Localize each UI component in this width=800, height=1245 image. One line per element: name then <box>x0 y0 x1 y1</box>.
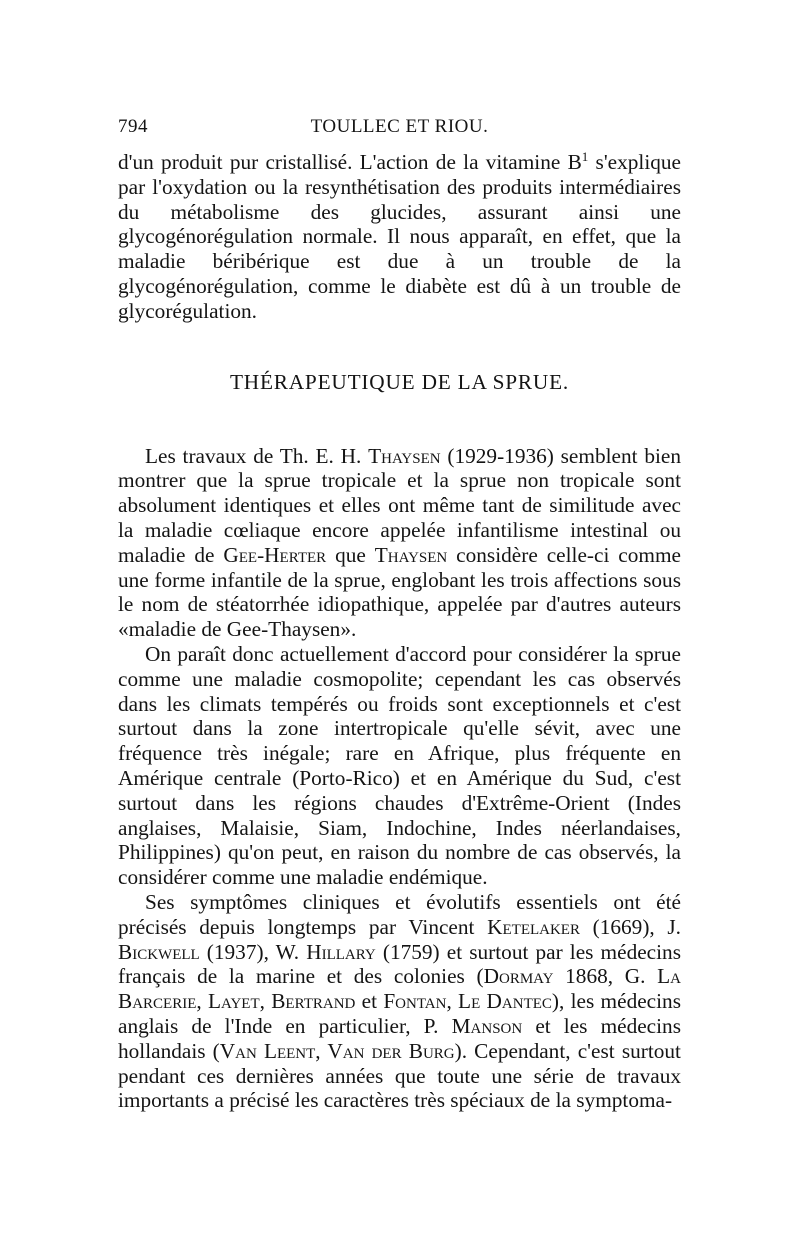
page-number: 794 <box>118 116 148 137</box>
superscript: 1 <box>581 148 589 164</box>
text-run: et <box>355 989 384 1014</box>
text-run: que <box>326 542 375 567</box>
author-name: Gee-Herter <box>223 542 327 567</box>
text-run: 1868, G. <box>553 964 658 989</box>
text-run: et les médecins hollandais ( <box>118 1013 681 1063</box>
continuation-paragraph <box>118 150 681 324</box>
text-run: ). Cependant, c'est surtout pendant ces dernières années que toute une série de travaux importants a précisé les caractères très spéciaux de la symptoma- <box>118 1038 681 1113</box>
author-name: Fontan, Le Dantec <box>383 989 552 1014</box>
author-name: Ketelaker <box>487 914 580 939</box>
text-run: d'un produit pur cristallisé. L'action de la vitamine B <box>118 150 582 174</box>
author-name: Thaysen <box>368 443 441 468</box>
section-heading: THÉRAPEUTIQUE DE LA SPRUE. <box>229 369 570 394</box>
paragraph-distribution: On paraît donc actuellement d'accord pour considérer la sprue comme une maladie cosmopolite; cependant les cas observés dans les climats tempérés ou froids sont exceptionnels et c'est surtout dans la zone intertropicale qu'elle sévit, avec une fréquence très inégale; rare en Afrique, plus fréquente en Amérique centrale (Porto-Rico) et en Amérique du Sud, c'est surtout dans les régions chaudes d'Extrême-Orient (Indes anglaises, Malaisie, Siam, Indochine, Indes néerlandaises, Philippines) qu'on peut, en raison du nombre de cas observés, la considérer comme une maladie endémique. <box>118 641 681 890</box>
author-name: Hillary <box>306 939 376 964</box>
text-run: ), les médecins anglais de l'Inde en particulier, P. <box>118 989 681 1038</box>
author-name: Van Leent, Van der Burg <box>219 1038 455 1063</box>
paragraph-thaysen <box>118 444 681 642</box>
author-name: Manson <box>451 1013 523 1038</box>
text-run: (1937), W. <box>199 939 307 964</box>
author-name: La Barcerie, Layet, Bertrand <box>118 964 681 1014</box>
running-head <box>118 116 681 150</box>
running-title: TOULLEC ET RIOU. <box>310 116 489 137</box>
text-run: (1669), J. <box>579 914 681 939</box>
paragraph-symptoms <box>118 890 681 1113</box>
author-name: Thaysen <box>374 542 448 567</box>
author-name: Bickwell <box>118 939 200 964</box>
text-run: (1759) et surtout par les médecins français de la marine et des colonies ( <box>118 939 681 989</box>
text-run: (1929-1936) semblent bien montrer que la sprue tropicale et la sprue non tropicale sont absolument identiques et elles ont même tant de similitude avec la maladie cœliaque encore appelée infantilisme intestinal ou maladie de <box>118 443 681 567</box>
text-run: Les travaux de Th. E. H. <box>145 443 369 468</box>
author-name: Dormay <box>483 964 554 989</box>
text-run: Ses symptômes cliniques et évolutifs essentiels ont été précisés depuis longtemps par Vincent <box>118 889 681 939</box>
text-run: considère celle-ci comme une forme infantile de la sprue, englobant les trois affections sous le nom de stéatorrhée idiopathique, appelée par d'autres auteurs «maladie de Gee-Thaysen». <box>118 542 681 642</box>
book-page <box>118 116 681 1113</box>
text-run: s'explique par l'oxydation ou la resynthétisation des produits intermédiaires du métabolisme des glucides, assurant ainsi une glycogénorégulation normale. Il nous apparaît, en effet, que la maladie béribérique est due à un trouble de la glycogénorégulation, comme le diabète est dû à un trouble de glycorégulation. <box>118 150 681 323</box>
